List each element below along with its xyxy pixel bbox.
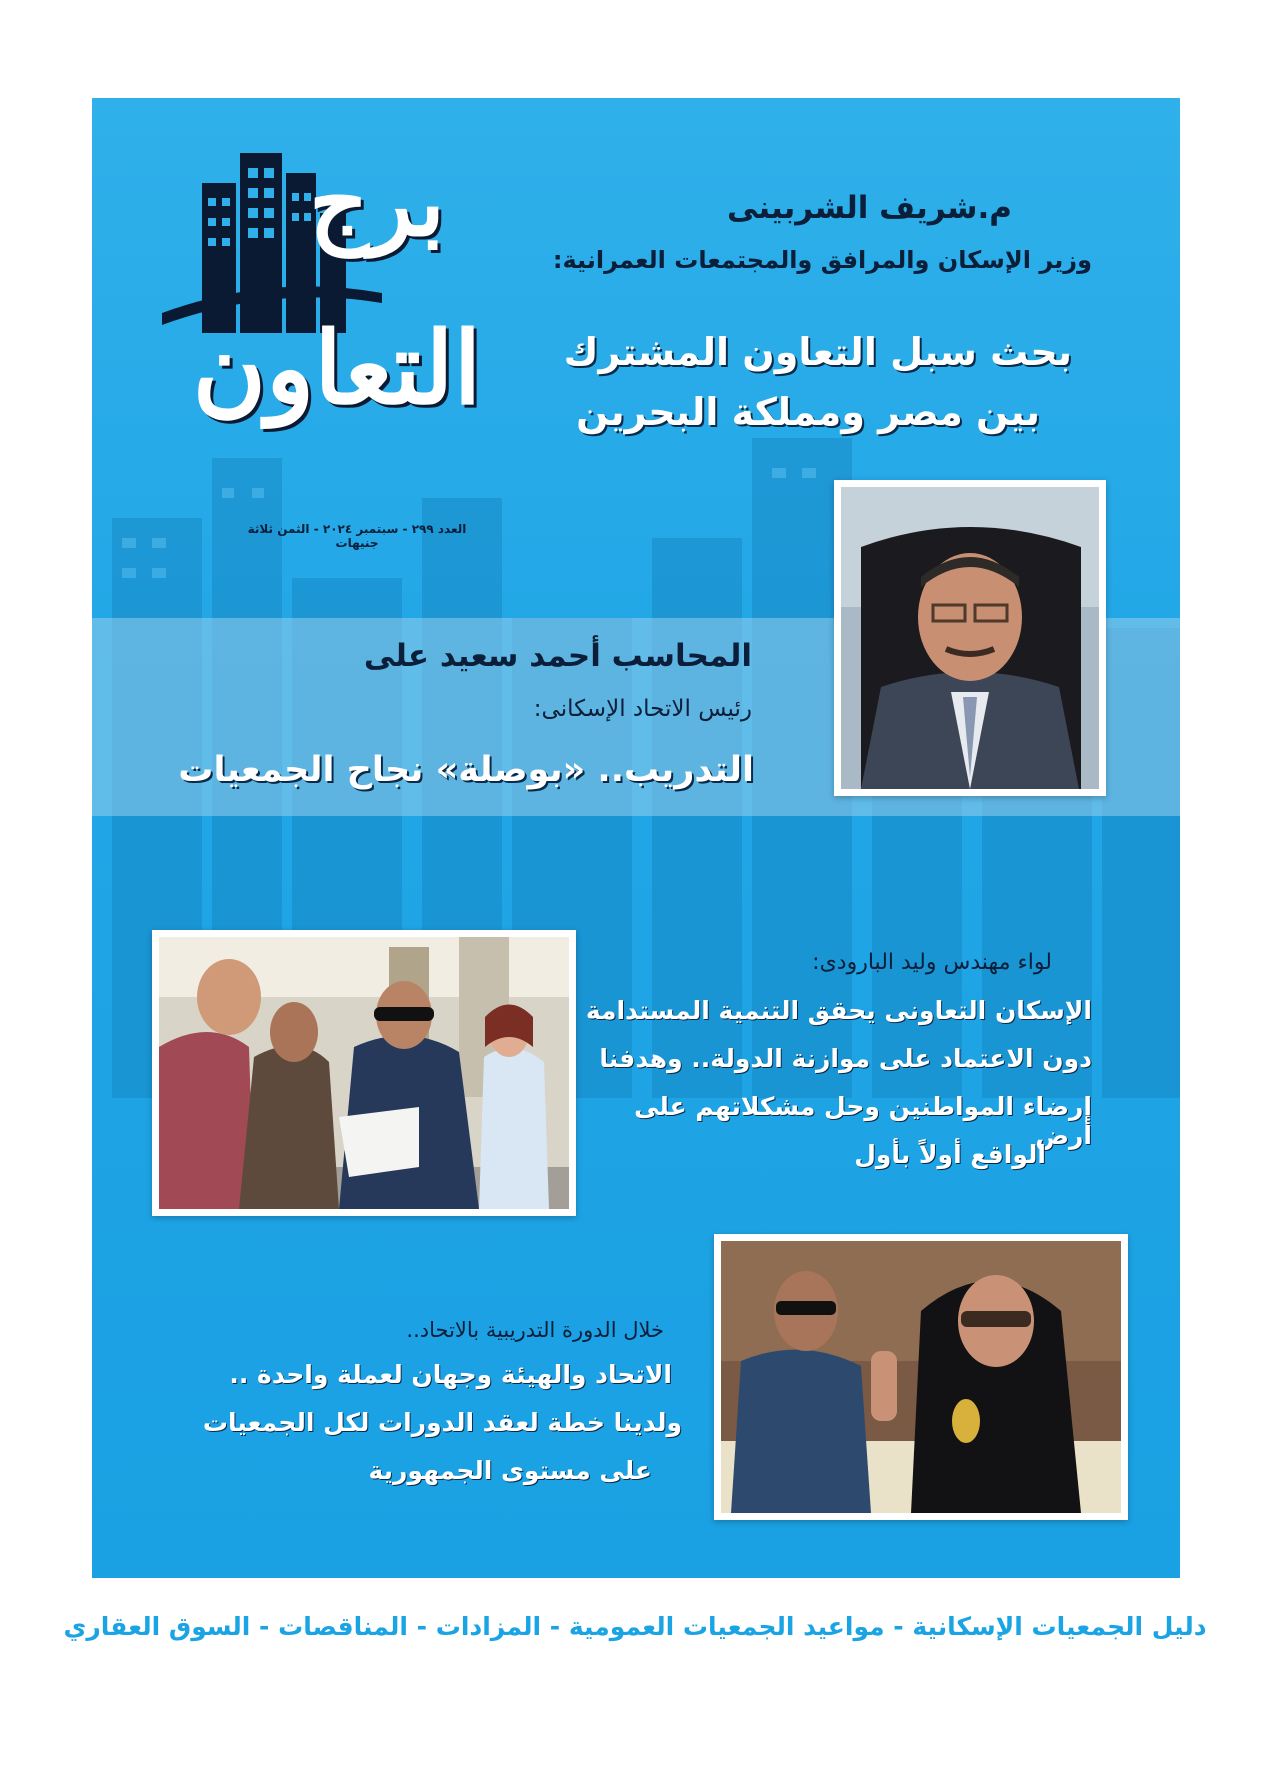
top-story-role: وزير الإسكان والمرافق والمجتمعات العمرانية:	[552, 246, 1092, 274]
bottom-story-intro: خلال الدورة التدريبية بالاتحاد..	[406, 1318, 664, 1342]
bottom-story-line-1: الاتحاد والهيئة وجهان لعملة واحدة ..	[229, 1360, 672, 1389]
logo-title-burj: برج	[309, 149, 445, 257]
top-story-headline-1: بحث سبل التعاون المشترك	[563, 330, 1072, 374]
speakers-image	[721, 1241, 1121, 1513]
logo-title-altaawon: التعاون	[192, 309, 482, 427]
bottom-story-line-2: ولدينا خطة لعقد الدورات لكل الجمعيات	[202, 1408, 682, 1437]
portrait-photo	[834, 480, 1106, 796]
middle-story-line-3: إرضاء المواطنين وحل مشكلاتهم على أرض	[634, 1092, 1092, 1150]
band-story-name: المحاسب أحمد سعيد على	[363, 638, 752, 674]
group-image	[159, 937, 569, 1209]
middle-story-line-4: الواقع أولاً بأول	[854, 1140, 1046, 1169]
issue-line: العدد ٢٩٩ - سبتمبر ٢٠٢٤ - الثمن ثلاثة جنيهات	[247, 522, 467, 550]
band-story-headline: التدريب.. «بوصلة» نجاح الجمعيات	[178, 750, 754, 790]
middle-story-name: لواء مهندس وليد البارودى:	[812, 950, 1052, 975]
middle-story-line-1: الإسكان التعاونى يحقق التنمية المستدامة	[585, 996, 1092, 1025]
bottom-story-line-3: على مستوى الجمهورية	[368, 1456, 652, 1485]
middle-story-line-2: دون الاعتماد على موازنة الدولة.. وهدفنا	[599, 1044, 1092, 1073]
speakers-photo	[714, 1234, 1128, 1520]
magazine-cover	[92, 98, 1180, 1578]
band-story-role: رئيس الاتحاد الإسكانى:	[533, 696, 752, 722]
top-story-name: م.شريف الشربينى	[726, 190, 1012, 226]
footer-sections-line: دليل الجمعيات الإسكانية - مواعيد الجمعيات العمومية - المزادات - المناقصات - السوق العقاري	[63, 1612, 1207, 1641]
portrait-image	[841, 487, 1099, 789]
group-photo	[152, 930, 576, 1216]
top-story-headline-2: بين مصر ومملكة البحرين	[576, 390, 1040, 434]
